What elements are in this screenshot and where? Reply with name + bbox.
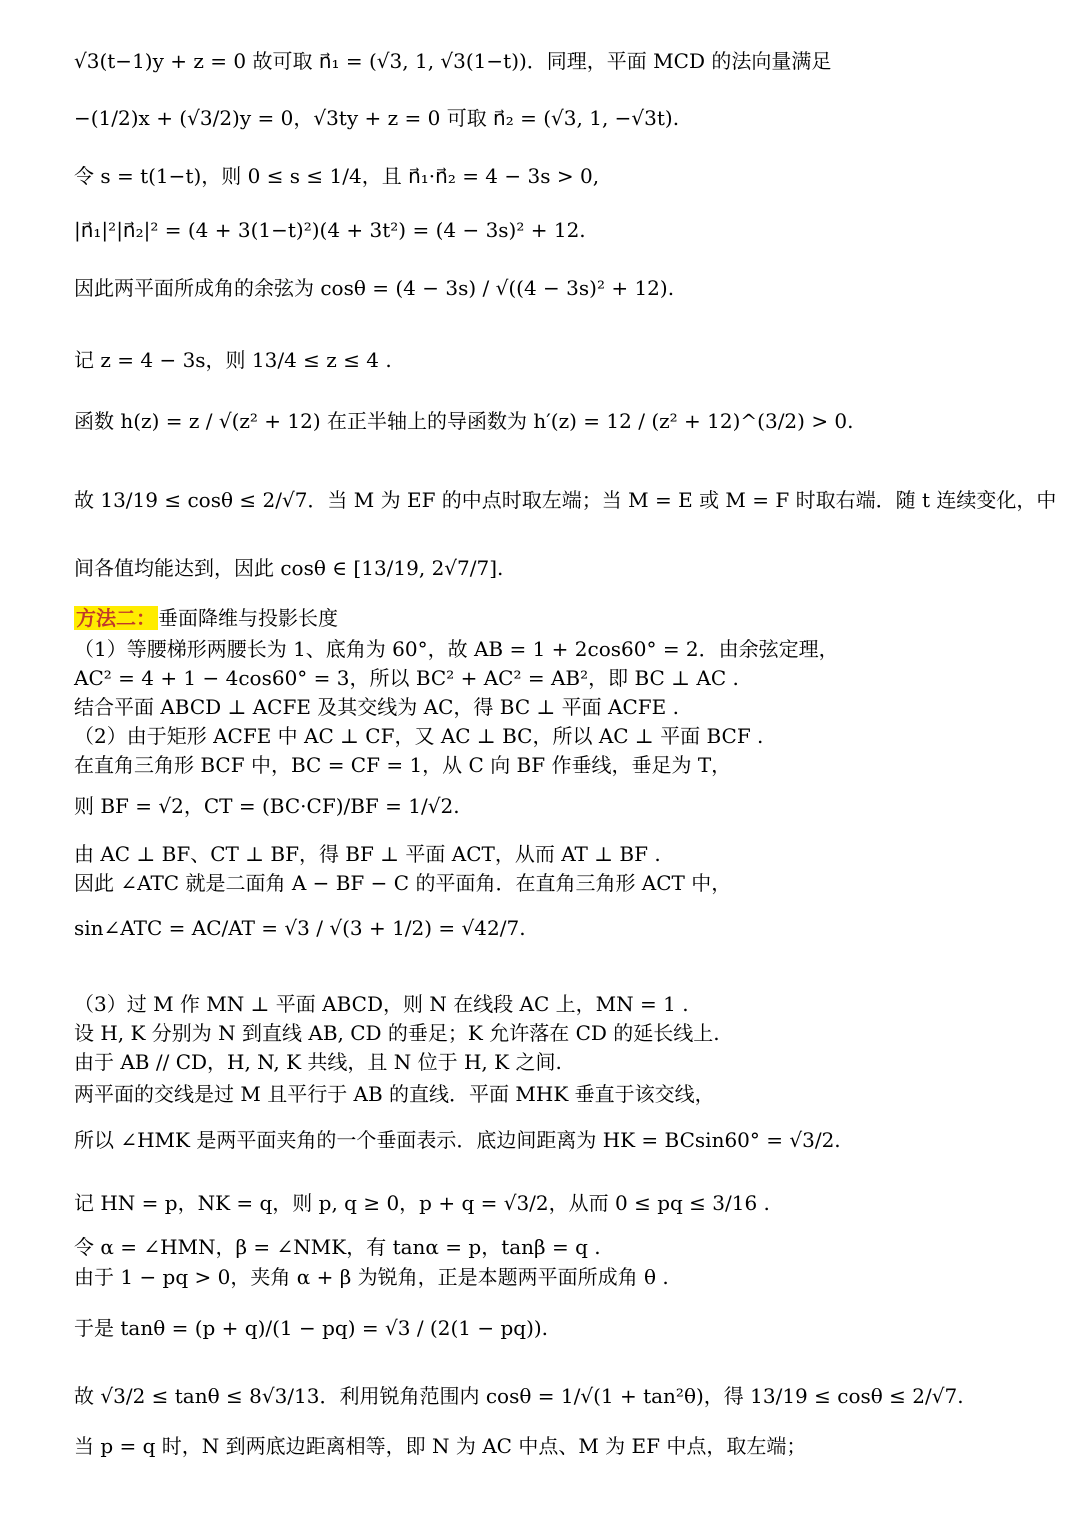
text-line: AC² = 4 + 1 − 4cos60° = 3，所以 BC² + AC² = AB²，即 BC ⊥ AC . bbox=[74, 666, 739, 690]
text-line: （2）由于矩形 ACFE 中 AC ⊥ CF，又 AC ⊥ BC，所以 AC ⊥ 平面 BCF . bbox=[74, 724, 764, 748]
text-line: 因此 ∠ATC 就是二面角 A − BF − C 的平面角．在直角三角形 ACT 中， bbox=[74, 871, 732, 895]
text-line: 故 13/19 ≤ cosθ ≤ 2/√7．当 M 为 EF 的中点时取左端；当 M = E 或 M = F 时取右端．随 t 连续变化，中 bbox=[74, 488, 1057, 512]
text-line: 由 AC ⊥ BF、CT ⊥ BF，得 BF ⊥ 平面 ACT，从而 AT ⊥ BF . bbox=[74, 842, 661, 866]
text-line: |n⃗₁|²|n⃗₂|² = (4 + 3(1−t)²)(4 + 3t²) = (4 − 3s)² + 12. bbox=[74, 218, 586, 242]
text-line: 记 z = 4 − 3s，则 13/4 ≤ z ≤ 4 . bbox=[74, 348, 392, 372]
text-line: sin∠ATC = AC/AT = √3 / √(3 + 1/2) = √42/7. bbox=[74, 916, 526, 940]
text-line: 设 H, K 分别为 N 到直线 AB, CD 的垂足；K 允许落在 CD 的延长线上. bbox=[74, 1021, 720, 1045]
text-line: √3(t−1)y + z = 0 故可取 n⃗₁ = (√3, 1, √3(1−t))．同理，平面 MCD 的法向量满足 bbox=[74, 49, 832, 73]
text-line: 令 s = t(1−t)，则 0 ≤ s ≤ 1/4，且 n⃗₁·n⃗₂ = 4 − 3s > 0, bbox=[74, 164, 600, 188]
text-line: 由于 AB // CD，H, N, K 共线，且 N 位于 H, K 之间. bbox=[74, 1050, 562, 1074]
text-line: （1）等腰梯形两腰长为 1、底角为 60°，故 AB = 1 + 2cos60° = 2．由余弦定理， bbox=[74, 637, 839, 661]
text-line: 两平面的交线是过 M 且平行于 AB 的直线．平面 MHK 垂直于该交线， bbox=[74, 1082, 715, 1106]
text-line: 由于 1 − pq > 0，夹角 α + β 为锐角，正是本题两平面所成角 θ . bbox=[74, 1265, 669, 1289]
text-line: −(1/2)x + (√3/2)y = 0，√3ty + z = 0 可取 n⃗₂ = (√3, 1, −√3t). bbox=[74, 106, 680, 130]
method-two-label: 方法二： bbox=[76, 606, 156, 630]
text-line: 令 α = ∠HMN，β = ∠NMK，有 tanα = p，tanβ = q . bbox=[74, 1235, 601, 1259]
text-line: 当 p = q 时，N 到两底边距离相等，即 N 为 AC 中点、M 为 EF 中点，取左端； bbox=[74, 1434, 807, 1458]
text-line: 间各值均能达到，因此 cosθ ∈ [13/19, 2√7/7]. bbox=[74, 556, 504, 580]
text-line: 故 √3/2 ≤ tanθ ≤ 8√3/13．利用锐角范围内 cosθ = 1/√(1 + tan²θ)，得 13/19 ≤ cosθ ≤ 2/√7. bbox=[74, 1384, 964, 1408]
text-line: 函数 h(z) = z / √(z² + 12) 在正半轴上的导函数为 h′(z) = 12 / (z² + 12)^(3/2) > 0. bbox=[74, 409, 854, 433]
text-line: 记 HN = p，NK = q，则 p, q ≥ 0，p + q = √3/2，从而 0 ≤ pq ≤ 3/16 . bbox=[74, 1191, 770, 1215]
method-two-title: 垂面降维与投影长度 bbox=[158, 606, 338, 630]
text-line: 于是 tanθ = (p + q)/(1 − pq) = √3 / (2(1 − pq)). bbox=[74, 1316, 549, 1340]
text-line: （3）过 M 作 MN ⊥ 平面 ABCD，则 N 在线段 AC 上，MN = 1 . bbox=[74, 992, 689, 1016]
text-line: 所以 ∠HMK 是两平面夹角的一个垂面表示．底边间距离为 HK = BCsin60° = √3/2. bbox=[74, 1128, 841, 1152]
text-line: 因此两平面所成角的余弦为 cosθ = (4 − 3s) / √((4 − 3s)² + 12). bbox=[74, 276, 675, 300]
text-line: 结合平面 ABCD ⊥ ACFE 及其交线为 AC，得 BC ⊥ 平面 ACFE . bbox=[74, 695, 679, 719]
text-line: 则 BF = √2，CT = (BC·CF)/BF = 1/√2. bbox=[74, 794, 460, 818]
text-line: 在直角三角形 BCF 中，BC = CF = 1，从 C 向 BF 作垂线，垂足为 T， bbox=[74, 753, 732, 777]
section-header bbox=[74, 606, 338, 630]
